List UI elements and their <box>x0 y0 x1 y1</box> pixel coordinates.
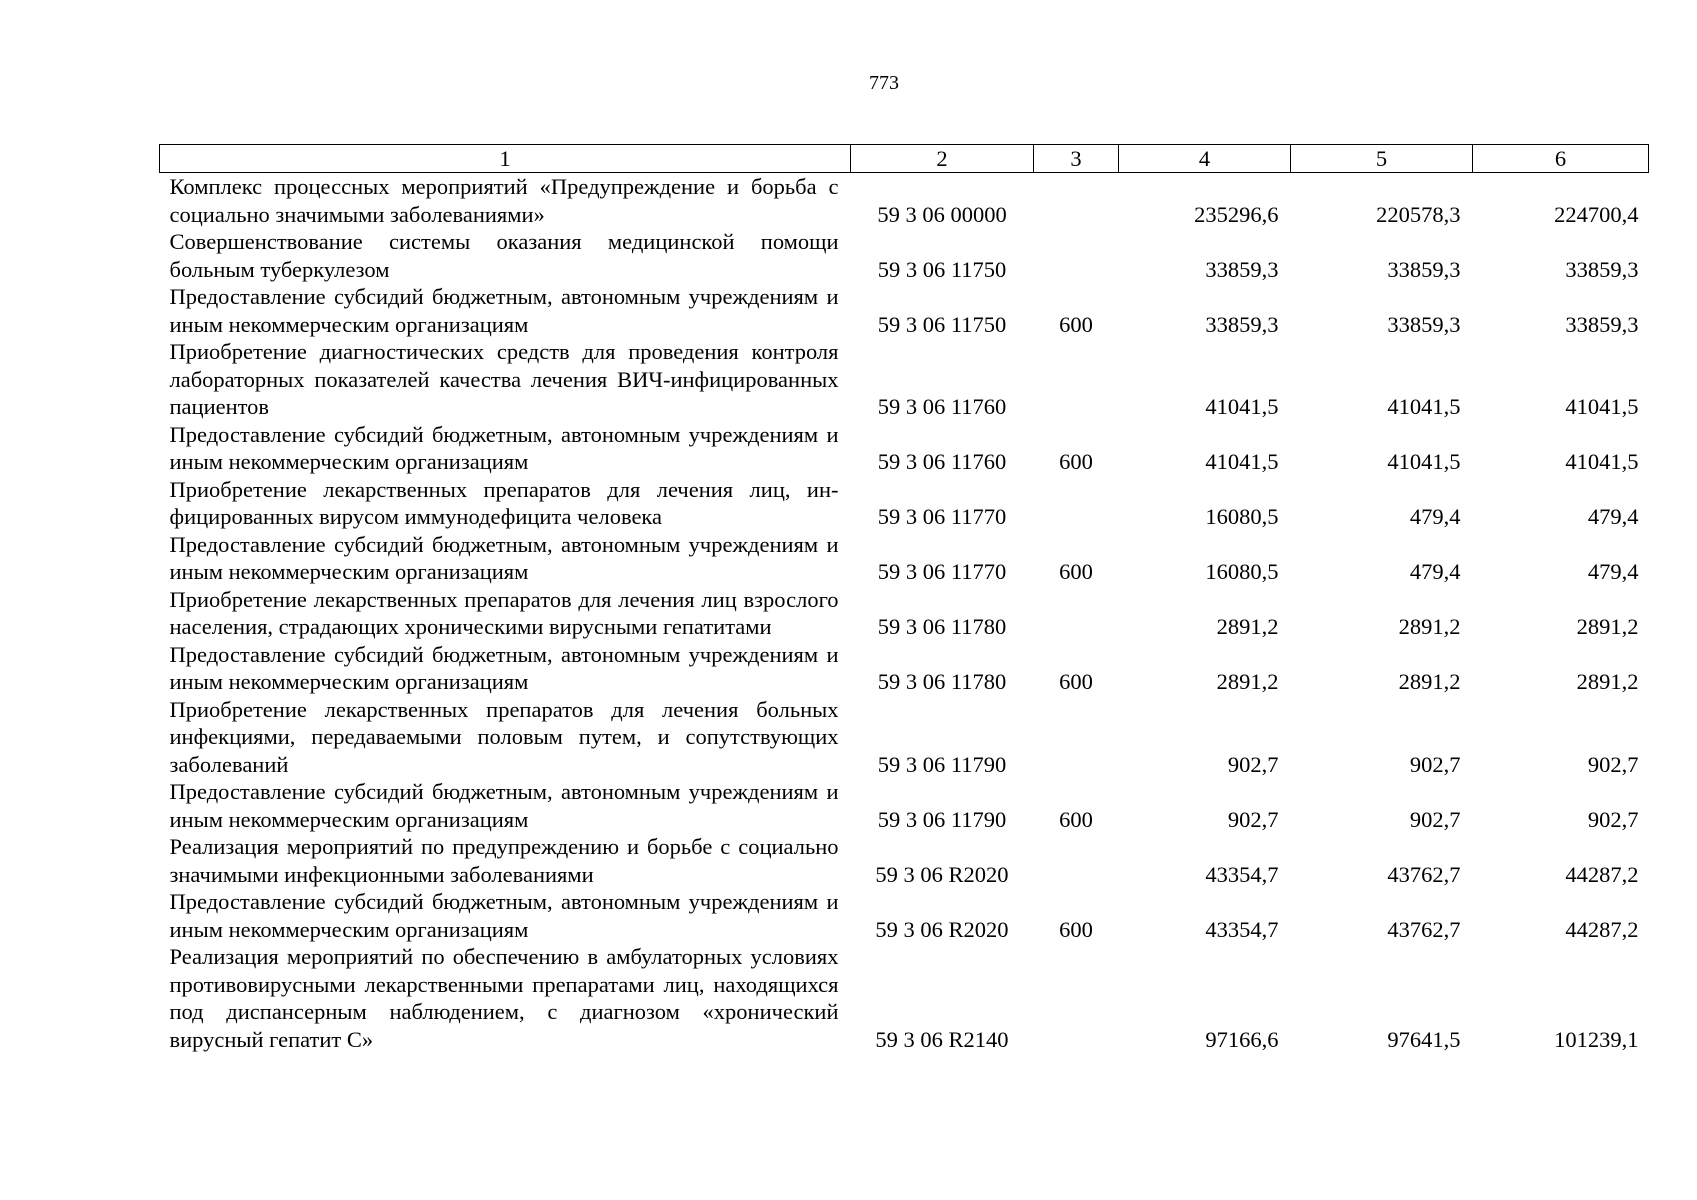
row-code: 59 3 06 00000 <box>877 201 1007 227</box>
table-row <box>160 586 1649 641</box>
row-value-col4: 16080,5 <box>1205 559 1279 584</box>
row-value-col5: 41041,5 <box>1387 449 1461 474</box>
row-value-col4: 41041,5 <box>1205 449 1279 474</box>
table-row <box>160 476 1649 531</box>
row-value-col6: 44287,2 <box>1565 861 1639 887</box>
row-code: 59 3 06 11760 <box>877 394 1007 419</box>
page-number: 773 <box>869 72 899 94</box>
table-row <box>160 943 1649 1053</box>
row-value-col6: 33859,3 <box>1565 256 1639 282</box>
row-value-col4: 2891,2 <box>1216 669 1279 694</box>
row-value-col5: 43762,7 <box>1387 916 1461 942</box>
table-row <box>160 338 1649 421</box>
row-value-col5: 902,7 <box>1409 751 1461 777</box>
row-name: Приобретение лекарственных препаратов для лечения лиц взрослого населения, страдающих хроническими вирусными гепатитами <box>169 586 839 639</box>
row-value-col5: 479,4 <box>1409 504 1461 529</box>
table-row <box>160 531 1649 586</box>
row-value-col4: 235296,6 <box>1194 201 1279 227</box>
row-value-col6: 44287,2 <box>1565 916 1639 942</box>
row-expense-type <box>1034 228 1119 283</box>
row-expense-type <box>1034 696 1119 779</box>
table-row <box>160 641 1649 696</box>
row-code: 59 3 06 11780 <box>877 669 1007 694</box>
row-code: 59 3 06 R2020 <box>875 861 1009 887</box>
row-value-col4: 902,7 <box>1227 806 1279 832</box>
header-col-2: 2 <box>851 145 1034 173</box>
row-value-col5: 220578,3 <box>1376 201 1461 227</box>
row-name: Приобретение диагностических средств для проведения контроля лабораторных показателей качества лечения ВИЧ-инфицированных пациентов <box>169 339 839 419</box>
row-code: 59 3 06 11750 <box>877 311 1007 337</box>
row-value-col6: 41041,5 <box>1565 394 1639 419</box>
row-expense-type <box>1034 943 1119 1053</box>
row-name: Предоставление субсидий бюджетным, автономным учреждениям и иным некоммерческим организациям <box>169 531 839 584</box>
row-code: 59 3 06 11780 <box>877 614 1007 639</box>
row-value-col4: 97166,6 <box>1205 1026 1279 1052</box>
row-expense-type: 600 <box>1059 449 1093 474</box>
row-value-col5: 41041,5 <box>1387 394 1461 419</box>
header-col-4: 4 <box>1119 145 1291 173</box>
row-value-col5: 97641,5 <box>1387 1026 1461 1052</box>
row-code: 59 3 06 11760 <box>877 449 1007 474</box>
row-name: Предоставление субсидий бюджетным, автономным учреждениям и иным некоммерческим организациям <box>169 284 839 337</box>
budget-table <box>159 144 1649 1053</box>
row-expense-type <box>1034 173 1119 229</box>
header-col-1: 1 <box>160 145 851 173</box>
table-row <box>160 696 1649 779</box>
row-value-col4: 43354,7 <box>1205 861 1279 887</box>
header-col-5: 5 <box>1291 145 1473 173</box>
row-value-col4: 33859,3 <box>1205 256 1279 282</box>
header-col-3: 3 <box>1034 145 1119 173</box>
row-expense-type <box>1034 833 1119 888</box>
row-code: 59 3 06 R2020 <box>875 916 1009 942</box>
table-row <box>160 228 1649 283</box>
row-value-col6: 479,4 <box>1587 504 1639 529</box>
row-name: Предоставление субсидий бюджетным, автономным учреждениям и иным некоммерческим организациям <box>169 889 839 942</box>
row-value-col6: 101239,1 <box>1554 1026 1639 1052</box>
row-expense-type: 600 <box>1059 669 1093 694</box>
row-name: Предоставление субсидий бюджетным, автономным учреждениям и иным некоммерческим организациям <box>169 641 839 694</box>
row-name: Предоставление субсидий бюджетным, автономным учреждениям и иным некоммерческим организациям <box>169 421 839 474</box>
row-expense-type: 600 <box>1059 559 1093 584</box>
row-expense-type: 600 <box>1059 916 1093 942</box>
table-row <box>160 888 1649 943</box>
row-value-col4: 33859,3 <box>1205 311 1279 337</box>
row-value-col4: 41041,5 <box>1205 394 1279 419</box>
row-name: Приобретение лекарственных препаратов для лечения лиц, инфицированных вирусом иммунодефицита человека <box>169 476 839 529</box>
row-value-col6: 224700,4 <box>1554 201 1639 227</box>
table-row <box>160 421 1649 476</box>
row-value-col5: 2891,2 <box>1398 614 1461 639</box>
row-value-col5: 2891,2 <box>1398 669 1461 694</box>
row-value-col6: 902,7 <box>1587 806 1639 832</box>
table-row <box>160 833 1649 888</box>
table-row <box>160 173 1649 229</box>
row-code: 59 3 06 11790 <box>877 806 1007 832</box>
row-value-col4: 43354,7 <box>1205 916 1279 942</box>
row-name: Предоставление субсидий бюджетным, автономным учреждениям и иным некоммерческим организациям <box>169 779 839 832</box>
row-code: 59 3 06 11790 <box>877 751 1007 777</box>
row-value-col6: 2891,2 <box>1576 669 1639 694</box>
row-value-col6: 2891,2 <box>1576 614 1639 639</box>
header-row <box>160 145 1649 173</box>
row-value-col5: 902,7 <box>1409 806 1461 832</box>
row-code: 59 3 06 11750 <box>877 256 1007 282</box>
row-value-col5: 479,4 <box>1409 559 1461 584</box>
row-expense-type <box>1034 338 1119 421</box>
table-header <box>160 145 1649 173</box>
row-code: 59 3 06 11770 <box>877 559 1007 584</box>
row-value-col5: 33859,3 <box>1387 311 1461 337</box>
row-value-col6: 41041,5 <box>1565 449 1639 474</box>
row-value-col4: 2891,2 <box>1216 614 1279 639</box>
table-row <box>160 778 1649 833</box>
row-expense-type <box>1034 586 1119 641</box>
row-value-col4: 16080,5 <box>1205 504 1279 529</box>
row-value-col4: 902,7 <box>1227 751 1279 777</box>
row-code: 59 3 06 11770 <box>877 504 1007 529</box>
row-expense-type <box>1034 476 1119 531</box>
row-name: Реализация мероприятий по обеспечению в амбулаторных условиях противовирусными лекарственными препаратами лиц, находящихся под диспансерным наблюдением, с диагнозом «хронический вирусный гепатит С» <box>169 944 839 1052</box>
row-value-col5: 33859,3 <box>1387 256 1461 282</box>
row-value-col6: 33859,3 <box>1565 311 1639 337</box>
table-row <box>160 283 1649 338</box>
row-expense-type: 600 <box>1059 806 1093 832</box>
row-name: Приобретение лекарственных препаратов для лечения больных инфекциями, передаваемыми половым путем, и сопутствующих заболеваний <box>169 696 839 777</box>
row-value-col6: 902,7 <box>1587 751 1639 777</box>
row-value-col5: 43762,7 <box>1387 861 1461 887</box>
row-expense-type: 600 <box>1059 311 1093 337</box>
table-body <box>160 173 1649 1054</box>
header-col-6: 6 <box>1473 145 1649 173</box>
row-name: Комплекс процессных мероприятий «Предупреждение и борьба с социально значимыми заболеваниями» <box>169 174 839 227</box>
row-name: Реализация мероприятий по предупреждению и борьбе с социально значимыми инфекционными заболеваниями <box>169 834 839 887</box>
row-name: Совершенствование системы оказания медицинской помощи больным туберкулезом <box>169 229 839 282</box>
row-code: 59 3 06 R2140 <box>875 1026 1009 1052</box>
row-value-col6: 479,4 <box>1587 559 1639 584</box>
